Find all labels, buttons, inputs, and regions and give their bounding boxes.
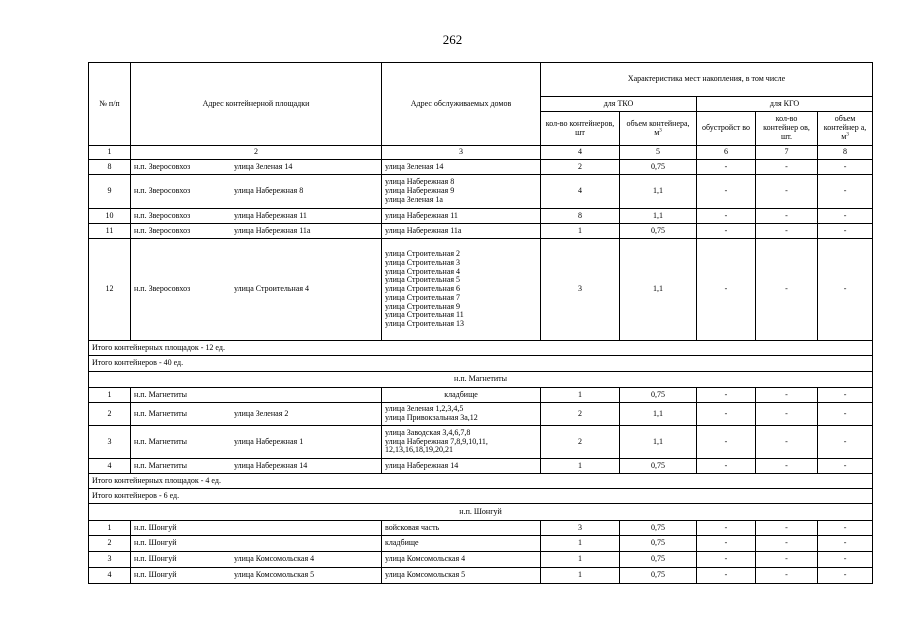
kgo-container-volume: - xyxy=(818,552,873,568)
served-house-line: улица Строительная 11 xyxy=(385,310,464,320)
kgo-container-volume: - xyxy=(818,521,873,536)
settlement-name: н.п. Зверосовхоз xyxy=(134,284,191,294)
row-number: 4 xyxy=(89,568,131,584)
served-houses xyxy=(382,521,541,536)
kgo-equipment: - xyxy=(697,459,756,474)
kgo-equipment: - xyxy=(697,388,756,403)
served-houses xyxy=(382,459,541,474)
settlement-name: н.п. Магнетиты xyxy=(134,408,187,418)
total-sites: Итого контейнерных площадок - 12 ед. xyxy=(89,341,873,356)
tko-container-count: 1 xyxy=(541,536,620,552)
served-house-line: кладбище xyxy=(444,389,478,399)
row-number: 3 xyxy=(89,426,131,459)
kgo-container-count: - xyxy=(756,239,818,341)
table-row xyxy=(89,160,873,175)
kgo-container-volume: - xyxy=(818,160,873,175)
kgo-container-count: - xyxy=(756,224,818,239)
row-number: 11 xyxy=(89,224,131,239)
settlement-name: н.п. Магнетиты xyxy=(134,436,187,446)
table-row xyxy=(89,426,873,459)
tko-container-count: 1 xyxy=(541,224,620,239)
table-row xyxy=(89,175,873,209)
tko-container-count: 1 xyxy=(541,459,620,474)
served-house-line: войсковая часть xyxy=(385,522,440,532)
table-row xyxy=(89,388,873,403)
table-body xyxy=(89,160,873,584)
tko-container-count: 1 xyxy=(541,568,620,584)
column-number: 3 xyxy=(382,146,541,160)
kgo-container-volume: - xyxy=(818,388,873,403)
column-number: 6 xyxy=(697,146,756,160)
column-numbers-row xyxy=(89,146,873,160)
tko-container-volume: 1,1 xyxy=(620,175,697,209)
tko-container-volume: 1,1 xyxy=(620,403,697,426)
served-house-line: улица Строительная 6 xyxy=(385,284,461,294)
served-houses xyxy=(382,568,541,584)
tko-container-volume: 0,75 xyxy=(620,388,697,403)
tko-container-volume: 1,1 xyxy=(620,209,697,224)
kgo-container-count: - xyxy=(756,426,818,459)
column-number: 8 xyxy=(818,146,873,160)
served-house-line: улица Комсомольская 4 xyxy=(385,554,466,564)
tko-container-count: 8 xyxy=(541,209,620,224)
served-house-line: улица Строительная 13 xyxy=(385,318,465,328)
tko-container-volume: 0,75 xyxy=(620,459,697,474)
header-kgo-equip: обустройст во xyxy=(697,112,756,146)
section-title-row xyxy=(89,504,873,521)
site-street: улица Зеленая 2 xyxy=(234,408,289,418)
served-house-line: улица Комсомольская 5 xyxy=(385,570,466,580)
total-containers-row xyxy=(89,489,873,504)
tko-container-count: 4 xyxy=(541,175,620,209)
site-street: улица Набережная 11а xyxy=(234,225,311,235)
served-houses xyxy=(382,239,541,341)
column-number: 1 xyxy=(89,146,131,160)
tko-container-count: 3 xyxy=(541,239,620,341)
column-number: 2 xyxy=(131,146,382,160)
kgo-equipment: - xyxy=(697,175,756,209)
settlement-name: н.п. Шонгуй xyxy=(134,522,177,532)
total-sites-row xyxy=(89,474,873,489)
kgo-equipment: - xyxy=(697,239,756,341)
served-house-line: улица Набережная 9 xyxy=(385,186,455,196)
kgo-equipment: - xyxy=(697,552,756,568)
tko-container-count: 2 xyxy=(541,426,620,459)
kgo-container-volume: - xyxy=(818,239,873,341)
tko-container-volume: 0,75 xyxy=(620,568,697,584)
settlement-name: н.п. Шонгуй xyxy=(134,538,177,548)
kgo-container-volume: - xyxy=(818,209,873,224)
container-site-address xyxy=(131,160,382,175)
kgo-container-count: - xyxy=(756,568,818,584)
section-title: н.п. Магнетиты xyxy=(89,372,873,388)
row-number: 3 xyxy=(89,552,131,568)
served-houses xyxy=(382,209,541,224)
row-number: 10 xyxy=(89,209,131,224)
column-number: 5 xyxy=(620,146,697,160)
served-houses xyxy=(382,160,541,175)
total-sites-row xyxy=(89,341,873,356)
container-site-address xyxy=(131,239,382,341)
tko-container-volume: 0,75 xyxy=(620,521,697,536)
served-houses xyxy=(382,388,541,403)
kgo-container-count: - xyxy=(756,209,818,224)
row-number: 2 xyxy=(89,403,131,426)
row-number: 1 xyxy=(89,521,131,536)
container-site-address xyxy=(131,426,382,459)
served-houses xyxy=(382,426,541,459)
site-street: улица Набережная 11 xyxy=(234,210,307,220)
container-site-address xyxy=(131,224,382,239)
kgo-equipment: - xyxy=(697,568,756,584)
table-row xyxy=(89,209,873,224)
site-street: улица Набережная 1 xyxy=(234,436,304,446)
container-site-address xyxy=(131,521,382,536)
settlement-name: н.п. Зверосовхоз xyxy=(134,161,191,171)
kgo-equipment: - xyxy=(697,403,756,426)
served-house-line: улица Набережная 8 xyxy=(385,177,455,187)
served-houses xyxy=(382,552,541,568)
served-house-line: 12,13,16,18,19,20,21 xyxy=(385,445,453,455)
row-number: 12 xyxy=(89,239,131,341)
kgo-container-count: - xyxy=(756,175,818,209)
settlement-name: н.п. Зверосовхоз xyxy=(134,225,191,235)
kgo-container-count: - xyxy=(756,552,818,568)
header-kgo: для КГО xyxy=(697,97,873,112)
settlement-name: н.п. Шонгуй xyxy=(134,570,177,580)
row-number: 9 xyxy=(89,175,131,209)
tko-container-volume: 0,75 xyxy=(620,552,697,568)
table-row xyxy=(89,552,873,568)
register-table xyxy=(88,62,873,584)
served-houses xyxy=(382,403,541,426)
container-site-address xyxy=(131,459,382,474)
tko-container-count: 2 xyxy=(541,403,620,426)
kgo-container-volume: - xyxy=(818,568,873,584)
served-house-line: улица Набережная 7,8,9,10,11, xyxy=(385,436,488,446)
container-site-address xyxy=(131,552,382,568)
header-tko: для ТКО xyxy=(541,97,697,112)
tko-container-count: 2 xyxy=(541,160,620,175)
container-site-address xyxy=(131,403,382,426)
tko-container-count: 1 xyxy=(541,388,620,403)
site-street: улица Зеленая 14 xyxy=(234,161,293,171)
kgo-container-volume: - xyxy=(818,536,873,552)
table-header xyxy=(89,63,873,160)
served-house-line: улица Набережная 14 xyxy=(385,460,459,470)
row-number: 1 xyxy=(89,388,131,403)
table-row xyxy=(89,521,873,536)
served-house-line: улица Зеленая 1а xyxy=(385,194,443,204)
column-number: 4 xyxy=(541,146,620,160)
total-containers: Итого контейнеров - 40 ед. xyxy=(89,356,873,372)
settlement-name: н.п. Магнетиты xyxy=(134,389,187,399)
served-house-line: кладбище xyxy=(385,538,419,548)
served-houses xyxy=(382,175,541,209)
column-number: 7 xyxy=(756,146,818,160)
tko-container-volume: 0,75 xyxy=(620,224,697,239)
section-title-row xyxy=(89,372,873,388)
container-site-address xyxy=(131,175,382,209)
settlement-name: н.п. Зверосовхоз xyxy=(134,186,191,196)
kgo-equipment: - xyxy=(697,224,756,239)
table-row xyxy=(89,536,873,552)
tko-container-volume: 0,75 xyxy=(620,536,697,552)
site-street: улица Комсомольская 4 xyxy=(234,554,315,564)
row-number: 8 xyxy=(89,160,131,175)
header-num: № п/п xyxy=(89,63,131,146)
kgo-container-volume: - xyxy=(818,426,873,459)
kgo-equipment: - xyxy=(697,521,756,536)
kgo-equipment: - xyxy=(697,426,756,459)
table-row xyxy=(89,239,873,341)
kgo-equipment: - xyxy=(697,160,756,175)
kgo-container-count: - xyxy=(756,521,818,536)
row-number: 4 xyxy=(89,459,131,474)
settlement-name: н.п. Зверосовхоз xyxy=(134,210,191,220)
kgo-container-volume: - xyxy=(818,224,873,239)
served-house-line: улица Строительная 4 xyxy=(385,266,461,276)
settlement-name: н.п. Магнетиты xyxy=(134,460,187,470)
container-site-address xyxy=(131,209,382,224)
site-street: улица Комсомольская 5 xyxy=(234,570,315,580)
kgo-container-count: - xyxy=(756,160,818,175)
site-street: улица Строительная 4 xyxy=(234,284,310,294)
header-tko-count: кол-во контейнеров, шт xyxy=(541,112,620,146)
section-title: н.п. Шонгуй xyxy=(89,504,873,521)
kgo-container-volume: - xyxy=(818,403,873,426)
table-row xyxy=(89,568,873,584)
served-house-line: улица Строительная 2 xyxy=(385,249,461,259)
container-site-address xyxy=(131,568,382,584)
container-site-address xyxy=(131,388,382,403)
table-row xyxy=(89,459,873,474)
total-sites: Итого контейнерных площадок - 4 ед. xyxy=(89,474,873,489)
kgo-equipment: - xyxy=(697,209,756,224)
tko-container-volume: 0,75 xyxy=(620,160,697,175)
kgo-equipment: - xyxy=(697,536,756,552)
kgo-container-count: - xyxy=(756,403,818,426)
settlement-name: н.п. Шонгуй xyxy=(134,554,177,564)
header-kgo-count: кол-во контейнер ов, шт. xyxy=(756,112,818,146)
page-number: 262 xyxy=(442,32,463,47)
tko-container-count: 3 xyxy=(541,521,620,536)
total-containers: Итого контейнеров - 6 ед. xyxy=(89,489,873,504)
kgo-container-volume: - xyxy=(818,175,873,209)
table-row xyxy=(89,224,873,239)
tko-container-count: 1 xyxy=(541,552,620,568)
table-row xyxy=(89,403,873,426)
site-street: улица Набережная 14 xyxy=(234,460,308,470)
container-site-address xyxy=(131,536,382,552)
kgo-container-count: - xyxy=(756,388,818,403)
header-tko-volume: объем контейнера, $м^3$ xyxy=(620,112,697,146)
served-houses xyxy=(382,536,541,552)
kgo-container-volume: - xyxy=(818,459,873,474)
header-characteristics: Характеристика мест накопления, в том числе xyxy=(541,63,873,97)
site-street: улица Набережная 8 xyxy=(234,186,304,196)
header-kgo-volume: объем контейнер а, $м^3$ xyxy=(818,112,873,146)
tko-container-volume: 1,1 xyxy=(620,239,697,341)
served-house-line: улица Строительная 5 xyxy=(385,275,461,285)
served-house-line: улица Строительная 7 xyxy=(385,292,461,302)
served-houses xyxy=(382,224,541,239)
row-number: 2 xyxy=(89,536,131,552)
kgo-container-count: - xyxy=(756,536,818,552)
kgo-container-count: - xyxy=(756,459,818,474)
served-house-line: улица Заводская 3,4,6,7,8 xyxy=(385,427,471,437)
header-houses: Адрес обслуживаемых домов xyxy=(382,63,541,146)
served-house-line: улица Строительная 9 xyxy=(385,301,461,311)
served-house-line: улица Привокзальная 3а,12 xyxy=(385,413,478,422)
served-house-line: улица Зеленая 1,2,3,4,5 xyxy=(385,404,464,414)
served-house-line: улица Набережная 11 xyxy=(385,210,458,220)
tko-container-volume: 1,1 xyxy=(620,426,697,459)
header-address: Адрес контейнерной площадки xyxy=(131,63,382,146)
total-containers-row xyxy=(89,356,873,372)
served-house-line: улица Строительная 3 xyxy=(385,258,461,268)
served-house-line: улица Зеленая 14 xyxy=(385,161,444,171)
served-house-line: улица Набережная 11а xyxy=(385,225,462,235)
